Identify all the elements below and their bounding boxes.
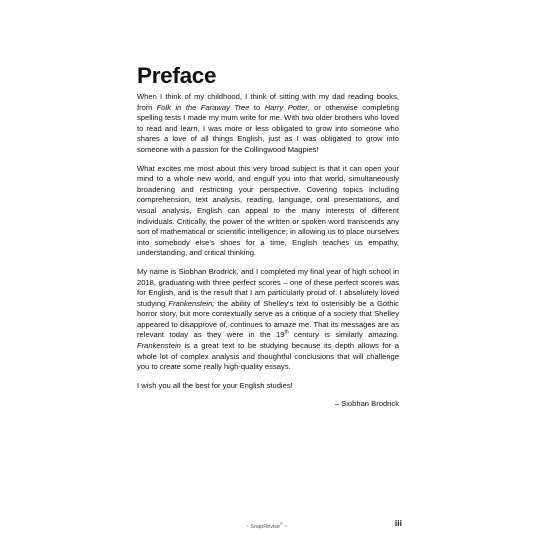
paragraph-childhood	[137, 92, 399, 156]
page-title: Preface	[137, 63, 217, 88]
paragraph-text: is a great text to be studying because its depth allows for a whole lot of complex analysis and thoughtful conclusions that will challenge you to create some really high-quality essays.	[137, 341, 399, 372]
registered-mark: ®	[280, 522, 283, 526]
preface-content	[137, 64, 399, 410]
brand-tilde: ~	[282, 523, 288, 530]
paragraph-author	[137, 267, 399, 373]
page-number: iii	[394, 518, 402, 528]
paragraph-text: or otherwise completing spelling tests I made my mum write for me. With two older brothers who loved to read and learn, I was more or less obligated to grow into someone who shares a love of all things English, just as I was obligated to grow into someone with a passion for the Collingwood Magpies!	[137, 102, 399, 154]
brand-name: ~ SnapRevise	[245, 523, 281, 530]
paragraph-text: century is similarly amazing.	[288, 330, 399, 340]
paragraph-text: My name is Siobhan Brodrick, and I completed my final year of high school in 2018, graduating with three perfect scores – one of these perfect scores was for English, and is the result that I am particularly proud of. I absolutely loved studying	[137, 266, 399, 308]
paragraph-subject: What excites me most about this very broad subject is that it can open your mind to a whole new world, and engulf you into that world, simultaneously broadening and restricting your perspective. Covering topics including comprehension, text analysis, reading, language, oral presentations, and visual analysis, English can appeal to the many interests of different individuals. Critically, the power of the written or spoken word transcends any sort of mathematical or scientific intelligence; in allowing us to place ourselves into somebody else’s shoes for a time, English teaches us empathy, understanding, and critical thinking.	[137, 163, 399, 258]
book-title-frankenstein: Frankenstein	[137, 341, 181, 351]
page-footer	[0, 520, 533, 530]
book-title-harry-potter: Harry Potter,	[264, 102, 310, 112]
paragraph-text: to	[249, 102, 265, 112]
book-title-frankenstein: Frankenstein;	[168, 298, 215, 308]
book-title-folk: Folk in the Faraway Tree	[156, 102, 250, 112]
paragraph-closing: I wish you all the best for your English studies!	[137, 380, 293, 390]
paragraph-text: the ability of Shelley’s text to ostensibly be a Gothic horror story, but more contextually serve as a critique of a society that Shelley appeared to disapprove of, continues to amaze me. That its messages are as relevant today as they were in the 19	[137, 298, 399, 340]
ordinal-suffix: th	[284, 329, 289, 336]
brand-footer	[230, 520, 303, 531]
paragraph-text: When I think of my childhood, I think of sitting with my dad reading books, from	[137, 92, 399, 112]
author-signature: – Siobhan Brodrick	[334, 399, 399, 409]
